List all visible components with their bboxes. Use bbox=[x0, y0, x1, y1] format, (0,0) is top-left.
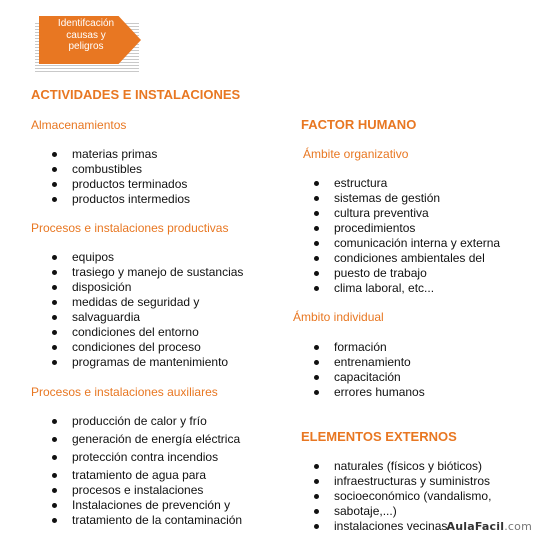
almacenamientos-heading: Almacenamientos bbox=[31, 118, 127, 132]
list-item: procedimientos bbox=[314, 221, 500, 236]
list-item: disposición bbox=[52, 280, 243, 295]
list-item: productos intermedios bbox=[52, 192, 190, 207]
list-item: instalaciones vecinas bbox=[314, 519, 491, 534]
list-item: cultura preventiva bbox=[314, 206, 500, 221]
list-item: procesos e instalaciones bbox=[52, 483, 242, 498]
list-item: infraestructuras y suministros bbox=[314, 474, 491, 489]
list-item: estructura bbox=[314, 176, 500, 191]
ambito-individual-heading: Ámbito individual bbox=[293, 310, 384, 324]
list-item: combustibles bbox=[52, 162, 190, 177]
ambito-individual-list bbox=[314, 340, 425, 400]
list-item: Instalaciones de prevención y bbox=[52, 498, 242, 513]
list-item: capacitación bbox=[314, 370, 425, 385]
procesos-auxiliares-heading: Procesos e instalaciones auxiliares bbox=[31, 385, 218, 399]
list-item: tratamiento de agua para bbox=[52, 468, 242, 483]
list-item: errores humanos bbox=[314, 385, 425, 400]
ambito-organizativo-list bbox=[314, 176, 500, 296]
factor-humano-title: FACTOR HUMANO bbox=[301, 117, 417, 132]
list-item: salvaguardia bbox=[52, 310, 243, 325]
list-item: productos terminados bbox=[52, 177, 190, 192]
list-item: condiciones del entorno bbox=[52, 325, 243, 340]
list-item: producción de calor y frío bbox=[52, 414, 242, 429]
list-item: condiciones ambientales del bbox=[314, 251, 500, 266]
list-item: equipos bbox=[52, 250, 243, 265]
procesos-productivos-list bbox=[52, 250, 243, 370]
list-item: clima laboral, etc... bbox=[314, 281, 500, 296]
list-item: materias primas bbox=[52, 147, 190, 162]
badge-label: Identifcación causas y peligros bbox=[57, 18, 115, 52]
list-item: generación de energía eléctrica bbox=[52, 432, 242, 447]
elementos-externos-title: ELEMENTOS EXTERNOS bbox=[301, 429, 457, 444]
actividades-title: ACTIVIDADES E INSTALACIONES bbox=[31, 87, 241, 102]
list-item: programas de mantenimiento bbox=[52, 355, 243, 370]
aulafacil-logo: AulaFacil.com bbox=[446, 520, 532, 533]
list-item: trasiego y manejo de sustancias bbox=[52, 265, 243, 280]
list-item: naturales (físicos y bióticos) bbox=[314, 459, 491, 474]
list-item: socioeconómico (vandalismo, bbox=[314, 489, 491, 504]
procesos-productivos-heading: Procesos e instalaciones productivas bbox=[31, 221, 229, 235]
list-item: sabotaje,...) bbox=[314, 504, 491, 519]
procesos-auxiliares-list bbox=[52, 414, 242, 528]
ambito-organizativo-heading: Ámbite organizativo bbox=[303, 147, 409, 161]
list-item: condiciones del proceso bbox=[52, 340, 243, 355]
list-item: protección contra incendios bbox=[52, 450, 242, 465]
list-item: puesto de trabajo bbox=[314, 266, 500, 281]
list-item: comunicación interna y externa bbox=[314, 236, 500, 251]
list-item: medidas de seguridad y bbox=[52, 295, 243, 310]
almacenamientos-list bbox=[52, 147, 190, 207]
list-item: entrenamiento bbox=[314, 355, 425, 370]
list-item: sistemas de gestión bbox=[314, 191, 500, 206]
list-item: formación bbox=[314, 340, 425, 355]
list-item: tratamiento de la contaminación bbox=[52, 513, 242, 528]
